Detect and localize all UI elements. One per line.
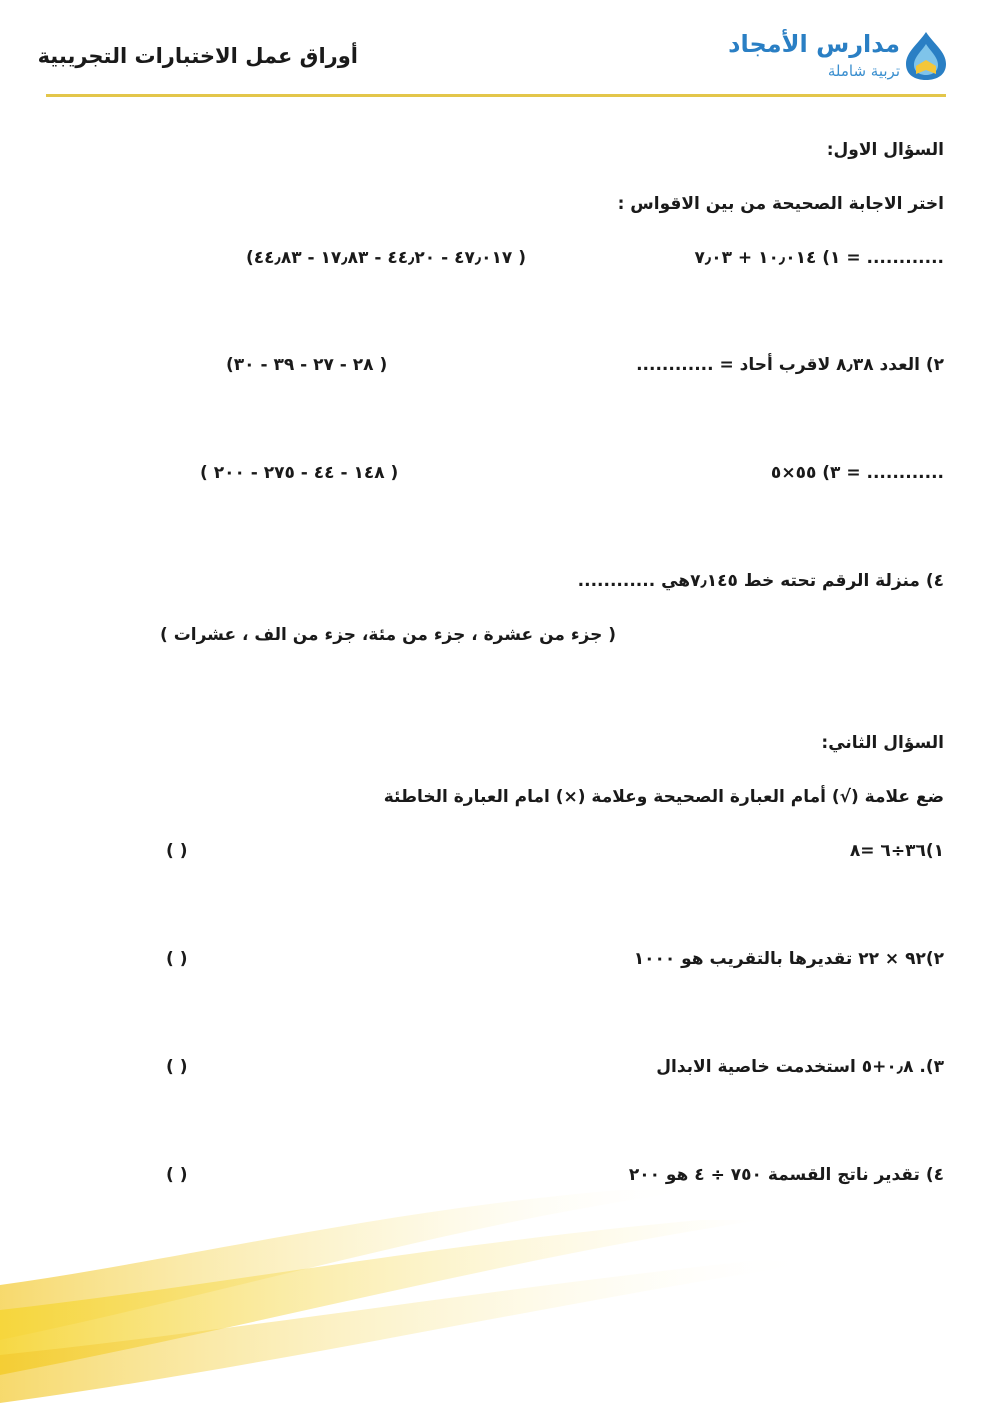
logo-name: مدارس الأمجاد [728, 30, 900, 58]
q2-item-1: ١)٣٦÷٦ =٨ [849, 841, 944, 861]
decorative-swoosh [0, 1190, 992, 1403]
answer-box[interactable]: ( ) [166, 1165, 188, 1185]
q1-item-1: ١) ١٠٫٠١٤ + ٧٫٠٣ = ............ [694, 248, 944, 268]
q2-item-2: ٢)٩٢ × ٢٢ تقديرها بالتقريب هو ١٠٠٠ [633, 949, 944, 969]
q2-instruction: ضع علامة (√) أمام العبارة الصحيحة وعلامة (×) امام العبارة الخاطئة [383, 787, 944, 807]
school-logo-icon [904, 30, 948, 82]
q2-item-3: ٣). ٠٫٨+٥ استخدمت خاصية الابدال [656, 1057, 944, 1077]
header-divider [46, 94, 946, 97]
q1-item-3: ٣) ٥٥×٥ = ............ [770, 463, 944, 483]
q1-item-4: ٤) منزلة الرقم تحته خط ٧٫١٤٥هي ............ [577, 571, 944, 591]
q2-item-4: ٤) تقدير ناتج القسمة ٧٥٠ ÷ ٤ هو ٢٠٠ [628, 1165, 944, 1185]
q1-item-4-options: ( جزء من عشرة ، جزء من مئة، جزء من الف ، عشرات ) [160, 625, 617, 645]
q1-item-3-options: ( ١٤٨ - ٤٤ - ٢٧٥ - ٢٠٠ ) [200, 463, 399, 483]
header-title: أوراق عمل الاختبارات التجريبية [37, 44, 358, 68]
q1-title: السؤال الاول: [826, 140, 944, 160]
answer-box[interactable]: ( ) [166, 841, 188, 861]
q1-item-1-options: (٤٧٫٠١٧ - ٤٤٫٢٠ - ١٧٫٨٣ - ٤٤٫٨٣ ) [246, 248, 527, 268]
answer-box[interactable]: ( ) [166, 949, 188, 969]
q1-instruction: اختر الاجابة الصحيحة من بين الاقواس : [617, 194, 944, 214]
q2-title: السؤال الثاني: [821, 733, 944, 753]
q1-item-2: ٢) العدد ٨٫٣٨ لاقرب أحاد = ............ [636, 355, 944, 375]
q1-item-2-options: (٢٨ - ٢٧ - ٣٩ - ٣٠ ) [226, 355, 388, 375]
logo-tagline: تربية شاملة [827, 62, 900, 80]
answer-box[interactable]: ( ) [166, 1057, 188, 1077]
